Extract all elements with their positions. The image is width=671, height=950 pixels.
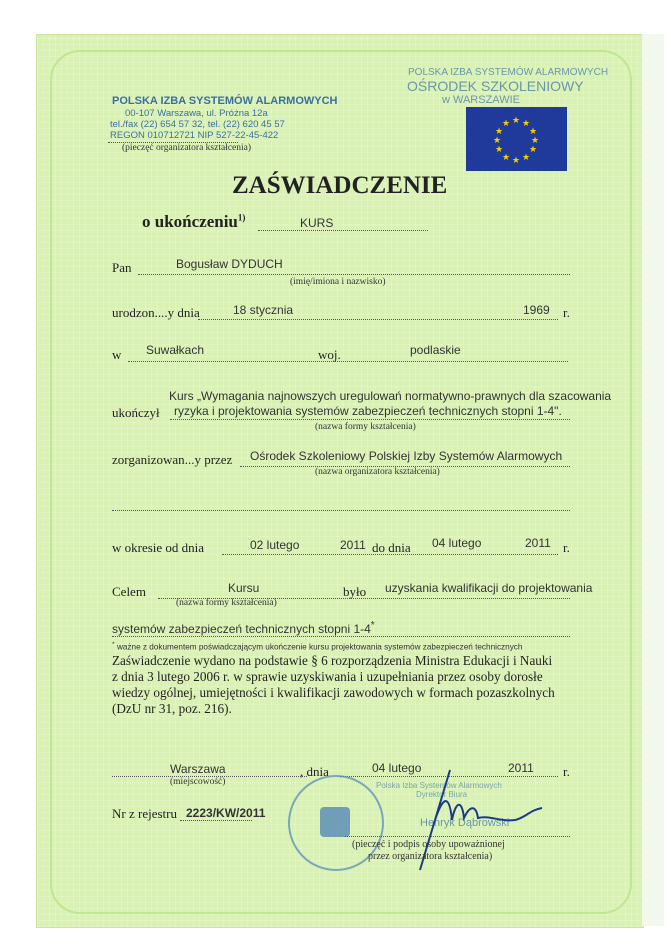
issue-place-caption: (miejscowość) bbox=[170, 777, 226, 787]
from-day: 02 lutego bbox=[250, 538, 300, 552]
page-title: ZAŚWIADCZENIE bbox=[232, 172, 448, 199]
handwritten-signature bbox=[390, 760, 550, 880]
goal-form: Kursu bbox=[228, 581, 260, 595]
to-day: 04 lutego bbox=[432, 536, 482, 550]
issue-place: Warszawa bbox=[170, 762, 226, 776]
registry-label: Nr z rejestru bbox=[112, 806, 177, 821]
goal-line1: uzyskania kwalifikacji do projektowania bbox=[385, 581, 593, 595]
pan-label: Pan bbox=[112, 260, 132, 275]
goal-label: Celem bbox=[112, 584, 146, 599]
left-stamp-title: POLSKA IZBA SYSTEMÓW ALARMOWYCH bbox=[112, 95, 338, 107]
left-stamp-address: 00-107 Warszawa, ul. Próżna 12a bbox=[125, 108, 268, 119]
from-year: 2011 bbox=[340, 538, 366, 552]
course-line2: ryzyka i projektowania systemów zabezpieczeń technicznych stopni 1-4". bbox=[174, 404, 562, 418]
signature-stamp-line: Polska Izba Systemów Alarmowych bbox=[376, 781, 502, 790]
footnote: * ważne z dokumentem poświadczającym ukończenie kursu projektowania systemów zabezpieczeń technicznych bbox=[112, 641, 523, 652]
legal-text-1: Zaświadczenie wydano na podstawie § 6 rozporządzenia Ministra Edukacji i Nauki bbox=[112, 653, 553, 668]
name-value: Bogusław DYDUCH bbox=[176, 257, 283, 271]
right-stamp-line2: OŚRODEK SZKOLENIOWY bbox=[407, 78, 584, 94]
bylo-label: było bbox=[343, 584, 367, 599]
left-stamp-caption: (pieczęć organizatora kształcenia) bbox=[122, 143, 252, 153]
course-line1: Kurs „Wymagania najnowszych uregulowań normatywno-prawnych dla szacowania bbox=[169, 389, 612, 403]
born-label: urodzon....y dnia bbox=[112, 305, 200, 320]
registry-number: 2223/KW/2011 bbox=[186, 806, 266, 820]
issue-year: 2011 bbox=[508, 761, 534, 775]
form-type: KURS bbox=[300, 216, 334, 230]
signature-stamp-role: Dyrektor Biura bbox=[416, 790, 468, 799]
course-caption: (nazwa formy kształcenia) bbox=[315, 422, 416, 432]
right-stamp-line1: POLSKA IZBA SYSTEMÓW ALARMOWYCH bbox=[408, 67, 609, 78]
voivodeship: podlaskie bbox=[410, 343, 461, 357]
legal-text-4: (DzU nr 31, poz. 216). bbox=[112, 701, 232, 716]
birth-place: Suwałkach bbox=[146, 343, 205, 357]
to-label: do dnia bbox=[372, 540, 411, 555]
organizer-caption: (nazwa organizatora kształcenia) bbox=[315, 467, 440, 477]
left-stamp-regon: REGON 010712721 NIP 527-22-45-422 bbox=[110, 130, 279, 141]
issue-r: r. bbox=[563, 764, 570, 779]
legal-text-2: z dnia 3 lutego 2006 r. w sprawie uzyskiwania i uzupełniania przez osoby dorosłe bbox=[112, 669, 543, 684]
period-label: w okresie od dnia bbox=[112, 540, 205, 555]
legal-text-3: wiedzy ogólnej, umiejętności i kwalifikacji zawodowych w formach pozaszkolnych bbox=[112, 685, 555, 700]
signatory-name: Henryk Dąbrowski bbox=[420, 817, 510, 829]
right-stamp-line3: w WARSZAWIE bbox=[442, 94, 521, 106]
birth-year: 1969 bbox=[523, 303, 550, 317]
organizer: Ośrodek Szkoleniowy Polskiej Izby Systemów Alarmowych bbox=[250, 449, 563, 463]
subtitle: o ukończeniu$^{1)}$ bbox=[142, 212, 246, 231]
signature-caption-2: przez organizatora kształcenia) bbox=[368, 851, 493, 862]
goal-line2: systemów zabezpieczeń technicznych stopni 1-4* bbox=[112, 620, 375, 636]
period-r: r. bbox=[563, 540, 570, 555]
woj-label: woj. bbox=[318, 347, 341, 362]
left-stamp-phone: tel./fax (22) 654 57 32, tel. (22) 620 45 57 bbox=[110, 119, 285, 130]
w-label: w bbox=[112, 347, 122, 362]
completed-label: ukończył bbox=[112, 405, 160, 420]
page-edge bbox=[642, 34, 664, 926]
issue-dnia-label: , dnia bbox=[300, 764, 329, 779]
eu-flag: ★ ★ ★ ★ ★ ★ ★ ★ ★ ★ ★ ★ bbox=[466, 107, 567, 171]
organized-label: zorganizowan...y przez bbox=[112, 452, 233, 467]
goal-form-caption: (nazwa formy kształcenia) bbox=[176, 598, 277, 608]
birth-day: 18 stycznia bbox=[233, 303, 294, 317]
to-year: 2011 bbox=[525, 536, 551, 550]
signature-caption-1: (pieczęć i podpis osoby upoważnionej bbox=[352, 839, 505, 850]
name-caption: (imię/imiona i nazwisko) bbox=[290, 277, 386, 287]
birth-r: r. bbox=[563, 305, 570, 320]
issue-day: 04 lutego bbox=[372, 761, 422, 775]
